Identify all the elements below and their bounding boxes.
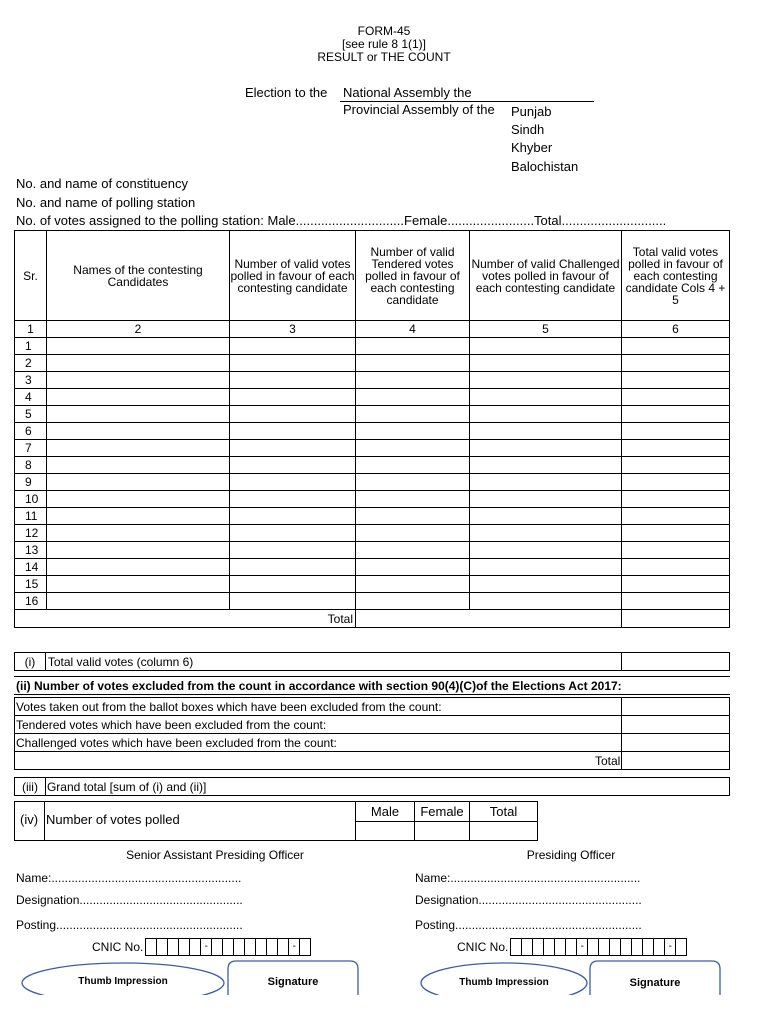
row-serial: 8 [15, 457, 47, 474]
table-row [15, 389, 730, 406]
section-i-label: Total valid votes (column 6) [45, 653, 621, 671]
senior-apo-name-field[interactable]: Name:......................................................... [16, 871, 242, 885]
table-cell[interactable] [470, 576, 622, 593]
section-ii-rule-bottom [14, 694, 730, 695]
table-cell[interactable] [230, 338, 356, 355]
table-cell[interactable] [470, 593, 622, 610]
table-cell[interactable] [356, 389, 470, 406]
total-cell[interactable] [622, 610, 730, 628]
cnic-dash: - [289, 939, 300, 955]
po-cnic-label: CNIC No. [457, 940, 509, 954]
col-number: 1 [15, 321, 47, 338]
table-cell[interactable] [47, 457, 230, 474]
col-header-sr: Sr. [15, 231, 47, 321]
senior-apo-cnic-boxes[interactable] [145, 938, 311, 956]
table-cell[interactable] [356, 474, 470, 491]
row-serial: 12 [15, 525, 47, 542]
section-ii-table [14, 697, 730, 770]
senior-apo-cnic [92, 938, 311, 956]
table-cell[interactable] [230, 491, 356, 508]
section-i-table [14, 652, 730, 671]
results-table [14, 230, 730, 628]
col-number: 6 [622, 321, 730, 338]
table-cell[interactable] [622, 457, 730, 474]
table-cell[interactable] [470, 372, 622, 389]
table-cell[interactable] [47, 440, 230, 457]
table-row [15, 576, 730, 593]
table-cell[interactable] [356, 576, 470, 593]
row-serial: 7 [15, 440, 47, 457]
section-iv-box [14, 801, 356, 841]
table-row [15, 491, 730, 508]
table-cell[interactable] [47, 474, 230, 491]
cnic-dash: - [201, 939, 212, 955]
votes-polled-male-header: Male [356, 802, 415, 822]
table-cell[interactable] [356, 406, 470, 423]
table-cell[interactable] [47, 542, 230, 559]
votes-polled-total-header: Total [470, 802, 538, 822]
excluded-challenged-label: Challenged votes which have been excluded from the count: [15, 734, 622, 752]
table-cell[interactable] [470, 491, 622, 508]
row-serial: 5 [15, 406, 47, 423]
votes-polled-female-header: Female [415, 802, 470, 822]
table-cell[interactable] [622, 355, 730, 372]
po-cnic-boxes[interactable] [510, 938, 687, 956]
row-serial: 3 [15, 372, 47, 389]
table-cell[interactable] [470, 440, 622, 457]
table-cell[interactable] [230, 542, 356, 559]
table-cell[interactable] [47, 576, 230, 593]
section-ii-rule-top [14, 676, 730, 677]
table-cell[interactable] [622, 525, 730, 542]
table-row [15, 338, 730, 355]
table-cell[interactable] [622, 508, 730, 525]
form-title: RESULT or THE COUNT [317, 50, 451, 64]
left-thumb-impression[interactable]: Thumb Impression [78, 976, 168, 987]
senior-apo-title: Senior Assistant Presiding Officer [126, 848, 304, 862]
table-cell[interactable] [470, 423, 622, 440]
table-cell[interactable] [622, 389, 730, 406]
table-cell[interactable] [47, 508, 230, 525]
table-cell[interactable] [622, 593, 730, 610]
table-cell[interactable] [470, 338, 622, 355]
table-row [15, 593, 730, 610]
section-iii-label: Grand total [sum of (i) and (ii)] [45, 778, 729, 796]
table-row [15, 406, 730, 423]
section-ii-total-label: Total [15, 752, 622, 770]
election-label: Election to the [245, 85, 328, 100]
form-number: FORM-45 [357, 24, 411, 38]
table-row [15, 542, 730, 559]
section-ii-heading: (ii) Number of votes excluded from the count in accordance with section 90(4)(C)of the Elections Act 2017: [16, 679, 622, 693]
table-cell[interactable] [470, 559, 622, 576]
votes-polled-total-value[interactable] [470, 822, 538, 841]
page-bottom-margin [0, 995, 768, 1024]
table-cell[interactable] [356, 593, 470, 610]
col-header-total-valid: Total valid votes polled in favour of each contesting candidate Cols 4 + 5 [622, 231, 730, 321]
table-cell[interactable] [47, 559, 230, 576]
votes-polled-male-value[interactable] [356, 822, 415, 841]
po-posting-field[interactable]: Posting........................................................ [415, 918, 642, 932]
table-row [15, 457, 730, 474]
senior-apo-posting-field[interactable]: Posting........................................................ [16, 918, 243, 932]
col-number: 3 [230, 321, 356, 338]
table-cell[interactable] [356, 372, 470, 389]
province-balochistan: Balochistan [511, 159, 579, 174]
senior-apo-cnic-label: CNIC No. [92, 940, 144, 954]
table-cell[interactable] [230, 508, 356, 525]
table-cell[interactable] [47, 593, 230, 610]
table-cell[interactable] [622, 559, 730, 576]
excluded-tendered-value[interactable] [622, 716, 730, 734]
table-cell[interactable] [47, 525, 230, 542]
col-header-valid-votes: Number of valid votes polled in favour of each contesting candidate [230, 231, 356, 321]
right-signature[interactable]: Signature [629, 977, 681, 989]
table-total-row [15, 610, 730, 628]
section-i-value[interactable] [621, 653, 729, 671]
province-khyber: Khyber [511, 140, 553, 155]
table-cell[interactable] [356, 542, 470, 559]
table-cell[interactable] [47, 372, 230, 389]
excluded-ballot-box-value[interactable] [622, 698, 730, 716]
row-serial: 15 [15, 576, 47, 593]
table-cell[interactable] [47, 355, 230, 372]
table-cell[interactable] [470, 389, 622, 406]
provincial-assembly-option: Provincial Assembly of the [343, 102, 495, 117]
national-assembly-option: National Assembly the [343, 85, 472, 100]
table-row [15, 559, 730, 576]
col-number: 2 [47, 321, 230, 338]
table-row [15, 525, 730, 542]
table-cell[interactable] [622, 491, 730, 508]
total-cell[interactable] [356, 610, 622, 628]
excluded-tendered-label: Tendered votes which have been excluded from the count: [15, 716, 622, 734]
section-iii-number: (iii) [15, 778, 46, 796]
cnic-dash: - [665, 939, 676, 955]
po-designation-field[interactable]: Designation................................................. [415, 893, 642, 907]
section-iv-number: (iv) [20, 812, 39, 827]
table-cell[interactable] [622, 372, 730, 389]
table-cell[interactable] [470, 406, 622, 423]
section-iv-label: Number of votes polled [46, 812, 180, 827]
table-cell[interactable] [356, 525, 470, 542]
row-serial: 13 [15, 542, 47, 559]
po-cnic [457, 938, 687, 956]
col-number: 5 [470, 321, 622, 338]
table-cell[interactable] [230, 372, 356, 389]
table-cell[interactable] [47, 491, 230, 508]
col-header-challenged-votes: Number of valid Challenged votes polled in favour of each contesting candidate [470, 231, 622, 321]
table-cell[interactable] [356, 559, 470, 576]
table-cell[interactable] [356, 355, 470, 372]
table-row [15, 423, 730, 440]
table-cell[interactable] [230, 423, 356, 440]
section-i-number: (i) [15, 653, 46, 671]
table-cell[interactable] [470, 525, 622, 542]
table-cell[interactable] [230, 576, 356, 593]
province-punjab: Punjab [511, 104, 552, 119]
table-cell[interactable] [470, 457, 622, 474]
table-cell[interactable] [230, 389, 356, 406]
table-cell[interactable] [356, 508, 470, 525]
table-cell[interactable] [356, 423, 470, 440]
total-label: Total [15, 610, 356, 628]
form-rule: [see rule 8 1(1)] [341, 37, 427, 51]
table-cell[interactable] [622, 474, 730, 491]
senior-apo-designation-field[interactable]: Designation................................................. [16, 893, 243, 907]
constituency-field[interactable]: No. and name of constituency [16, 176, 188, 191]
excluded-ballot-box-label: Votes taken out from the ballot boxes which have been excluded from the count: [15, 698, 622, 716]
table-cell[interactable] [356, 440, 470, 457]
table-cell[interactable] [622, 440, 730, 457]
table-row [15, 355, 730, 372]
table-cell[interactable] [230, 355, 356, 372]
table-cell[interactable] [622, 338, 730, 355]
row-serial: 6 [15, 423, 47, 440]
table-cell[interactable] [230, 457, 356, 474]
row-serial: 9 [15, 474, 47, 491]
table-cell[interactable] [470, 508, 622, 525]
table-cell[interactable] [470, 474, 622, 491]
table-cell[interactable] [622, 576, 730, 593]
col-header-tendered-votes: Number of valid Tendered votes polled in favour of each contesting candidate [356, 231, 470, 321]
table-row [15, 508, 730, 525]
section-ii-total-value[interactable] [622, 752, 730, 770]
table-cell[interactable] [470, 542, 622, 559]
table-cell[interactable] [230, 559, 356, 576]
table-cell[interactable] [47, 423, 230, 440]
cnic-dash: - [577, 939, 588, 955]
table-cell[interactable] [356, 457, 470, 474]
table-cell[interactable] [470, 355, 622, 372]
table-cell[interactable] [230, 440, 356, 457]
row-serial: 4 [15, 389, 47, 406]
votes-polled-female-value[interactable] [415, 822, 470, 841]
table-cell[interactable] [622, 423, 730, 440]
polling-station-field[interactable]: No. and name of polling station [16, 195, 196, 210]
row-serial: 11 [15, 508, 47, 525]
table-cell[interactable] [230, 593, 356, 610]
table-cell[interactable] [47, 406, 230, 423]
table-cell[interactable] [622, 542, 730, 559]
province-sindh: Sindh [511, 122, 545, 137]
table-cell[interactable] [356, 491, 470, 508]
col-header-candidates: Names of the contesting Candidates [47, 231, 230, 321]
table-cell[interactable] [230, 406, 356, 423]
table-cell[interactable] [230, 474, 356, 491]
table-cell[interactable] [47, 389, 230, 406]
table-cell[interactable] [356, 338, 470, 355]
row-serial: 1 [15, 338, 47, 355]
table-header-row [15, 231, 730, 321]
row-serial: 2 [15, 355, 47, 372]
table-row [15, 474, 730, 491]
section-iii-table [14, 777, 730, 796]
votes-assigned-field[interactable]: No. of votes assigned to the polling station: Male..............................Female........................Total............................. [16, 213, 667, 228]
table-row [15, 372, 730, 389]
row-serial: 16 [15, 593, 47, 610]
presiding-officer-title: Presiding Officer [526, 848, 616, 862]
table-cell[interactable] [230, 525, 356, 542]
excluded-challenged-value[interactable] [622, 734, 730, 752]
po-name-field[interactable]: Name:......................................................... [415, 871, 641, 885]
row-serial: 14 [15, 559, 47, 576]
table-cell[interactable] [622, 406, 730, 423]
left-signature[interactable]: Signature [267, 976, 319, 988]
section-iv-divider [44, 801, 45, 841]
table-row [15, 440, 730, 457]
votes-polled-table [355, 801, 538, 841]
row-serial: 10 [15, 491, 47, 508]
table-cell[interactable] [47, 338, 230, 355]
column-number-row [15, 321, 730, 338]
col-number: 4 [356, 321, 470, 338]
right-thumb-impression[interactable]: Thumb Impression [459, 977, 549, 988]
